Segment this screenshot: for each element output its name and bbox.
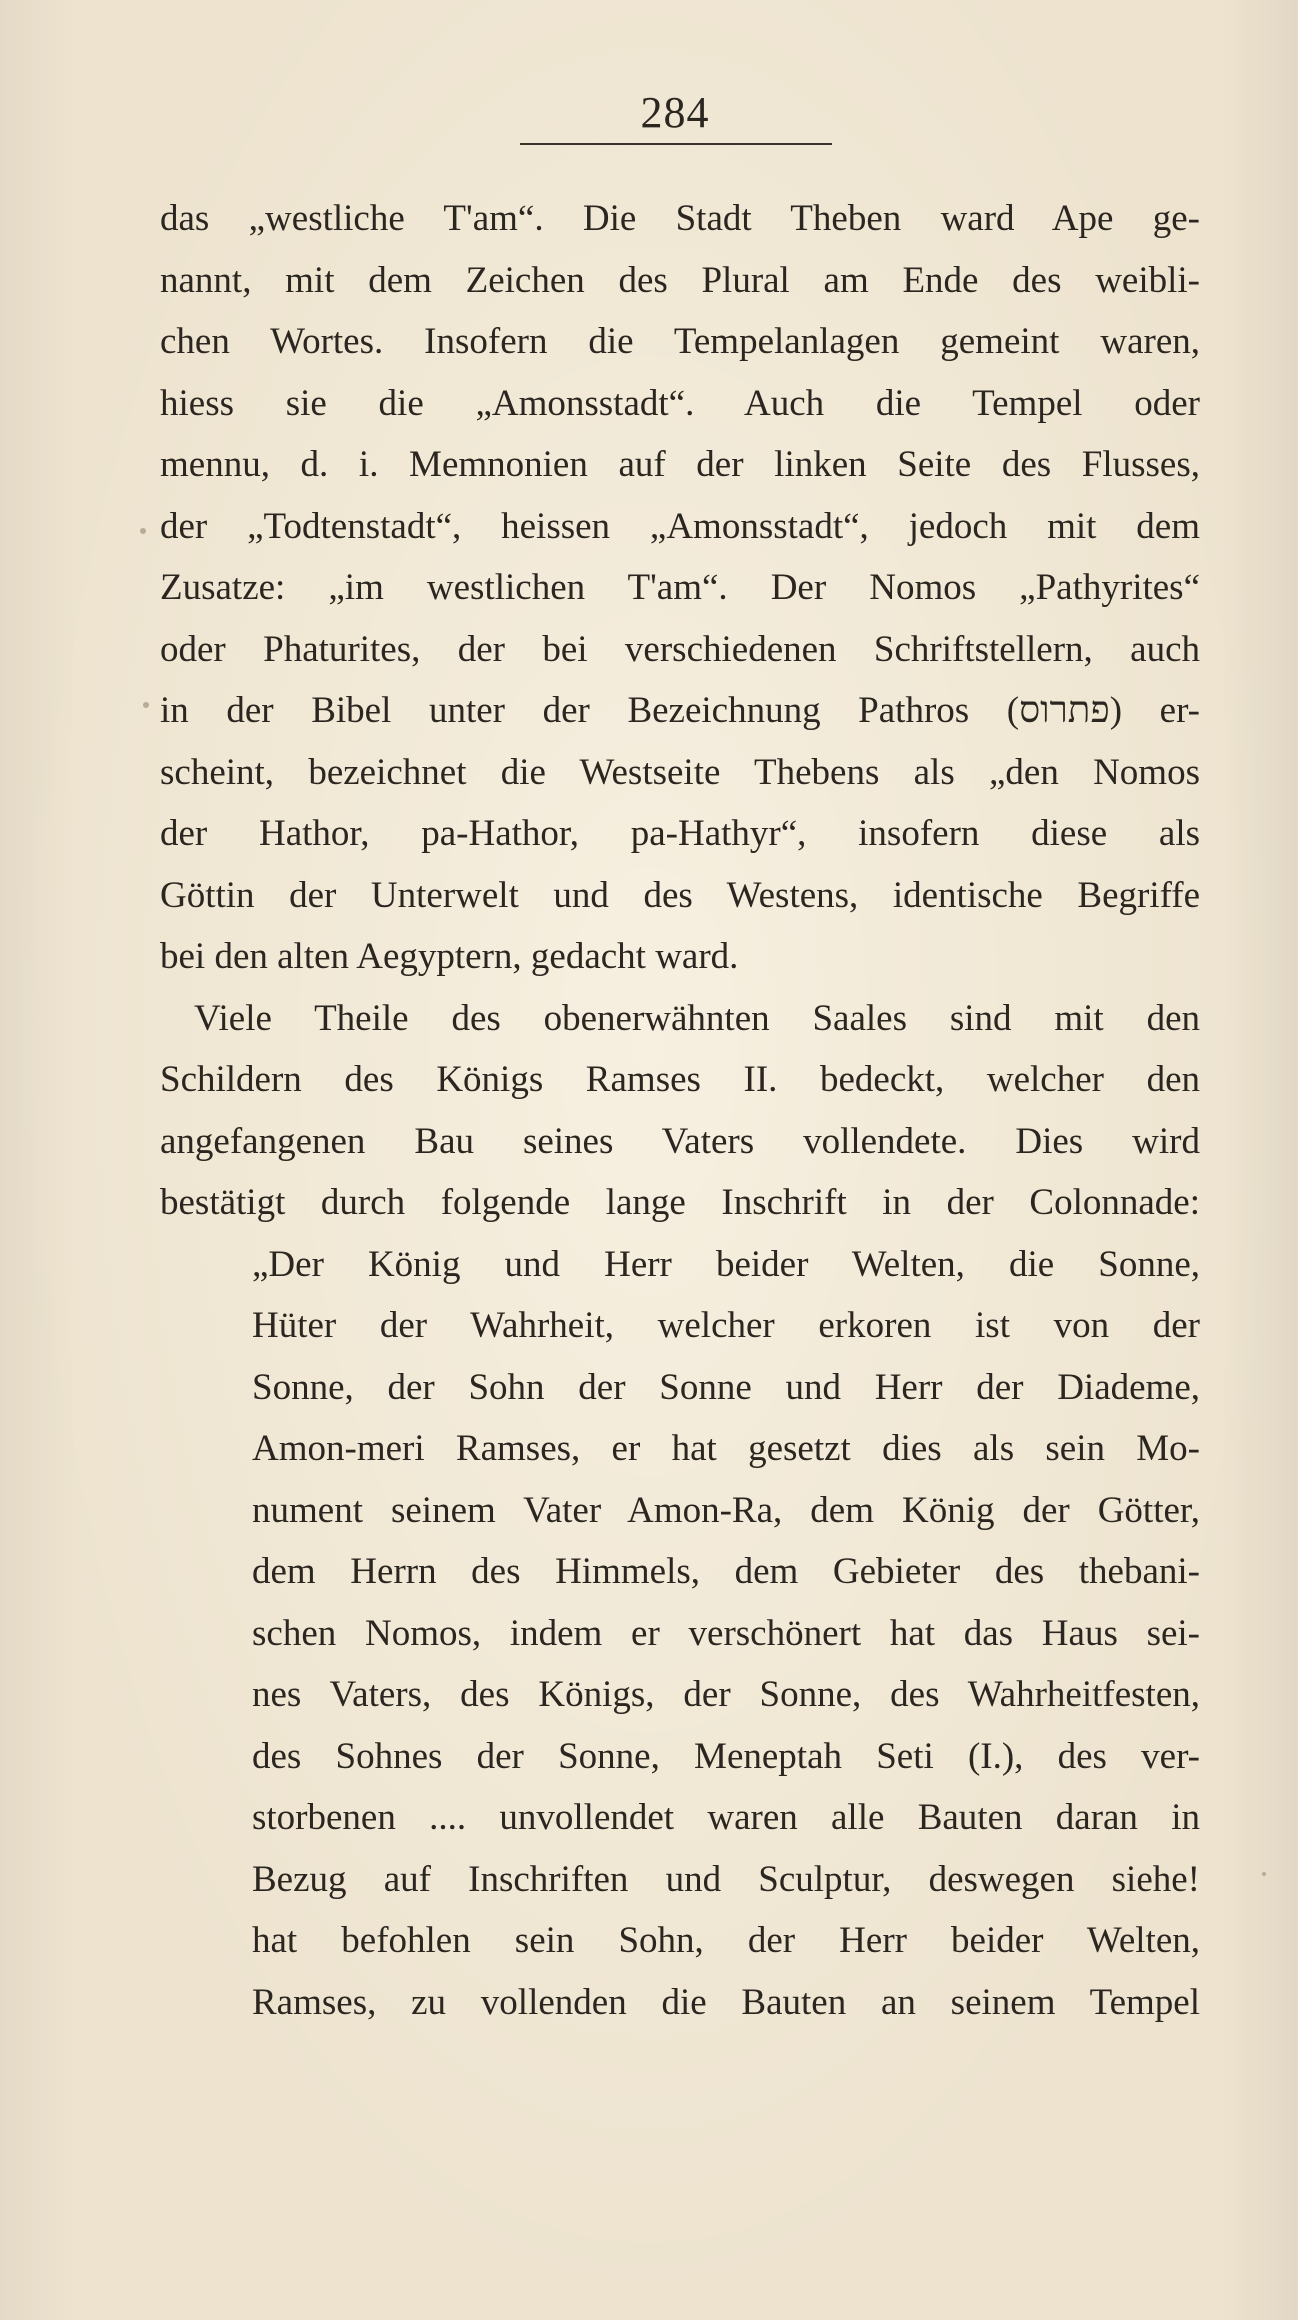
text-line: angefangenen Bau seines Vaters vollendete. Dies wird — [160, 1120, 1200, 1162]
quote-line: Ramses, zu vollenden die Bauten an seinem Tempel — [252, 1981, 1200, 2023]
text-line: oder Phaturites, der bei verschiedenen Schriftstellern, auch — [160, 628, 1200, 670]
body-text — [160, 188, 1200, 2033]
quote-line: schen Nomos, indem er verschönert hat das Haus sei- — [252, 1612, 1200, 1654]
text-line: nannt, mit dem Zeichen des Plural am Ende des weibli- — [160, 259, 1200, 301]
text-line: der „Todtenstadt“, heissen „Amonsstadt“, jedoch mit dem — [160, 505, 1200, 547]
quote-line: Sonne, der Sohn der Sonne und Herr der Diademe, — [252, 1366, 1200, 1408]
text-line: das „westliche T'am“. Die Stadt Theben ward Ape ge- — [160, 198, 1200, 239]
quote-line: Amon-meri Ramses, er hat gesetzt dies als sein Mo- — [252, 1428, 1200, 1469]
quote-line: Bezug auf Inschriften und Sculptur, deswegen siehe! — [252, 1858, 1200, 1900]
text-line: hiess sie die „Amonsstadt“. Auch die Tempel oder — [160, 382, 1200, 424]
quote-line: storbenen .... unvollendet waren alle Bauten daran in — [252, 1797, 1200, 1838]
quote-line: des Sohnes der Sonne, Meneptah Seti (I.), des ver- — [252, 1735, 1200, 1777]
quote-line: hat befohlen sein Sohn, der Herr beider Welten, — [252, 1920, 1200, 1961]
header-rule — [520, 143, 832, 145]
text-line: der Hathor, pa-Hathor, pa-Hathyr“, insofern diese als — [160, 813, 1200, 854]
text-line: bei den alten Aegyptern, gedacht ward. — [160, 936, 739, 977]
quote-line: Hüter der Wahrheit, welcher erkoren ist von der — [252, 1305, 1200, 1346]
text-line: Viele Theile des obenerwähnten Saales sind mit den — [194, 997, 1200, 1039]
paper-speck — [1262, 1872, 1266, 1876]
text-line: Göttin der Unterwelt und des Westens, identische Begriffe — [160, 874, 1200, 916]
text-line: mennu, d. i. Memnonien auf der linken Seite des Flusses, — [160, 444, 1200, 485]
quote-line: „Der König und Herr beider Welten, die Sonne, — [252, 1243, 1200, 1285]
quote-line: nes Vaters, des Königs, der Sonne, des Wahrheitfesten, — [252, 1674, 1200, 1715]
text-line: Zusatze: „im westlichen T'am“. Der Nomos „Pathyrites“ — [160, 567, 1200, 608]
paper-speck — [140, 528, 146, 534]
text-line: scheint, bezeichnet die Westseite Thebens als „den Nomos — [160, 751, 1200, 793]
paper-speck — [143, 702, 149, 708]
text-line: in der Bibel unter der Bezeichnung Pathros (פתרוס) er- — [160, 690, 1200, 731]
text-line: bestätigt durch folgende lange Inschrift in der Colonnade: — [160, 1182, 1200, 1223]
text-line: Schildern des Königs Ramses II. bedeckt, welcher den — [160, 1059, 1200, 1100]
text-line: chen Wortes. Insofern die Tempelanlagen gemeint waren, — [160, 321, 1200, 362]
quote-line: dem Herrn des Himmels, dem Gebieter des thebani- — [252, 1551, 1200, 1592]
page-number: 284 — [640, 88, 710, 137]
quote-line: nument seinem Vater Amon-Ra, dem König der Götter, — [252, 1489, 1200, 1531]
